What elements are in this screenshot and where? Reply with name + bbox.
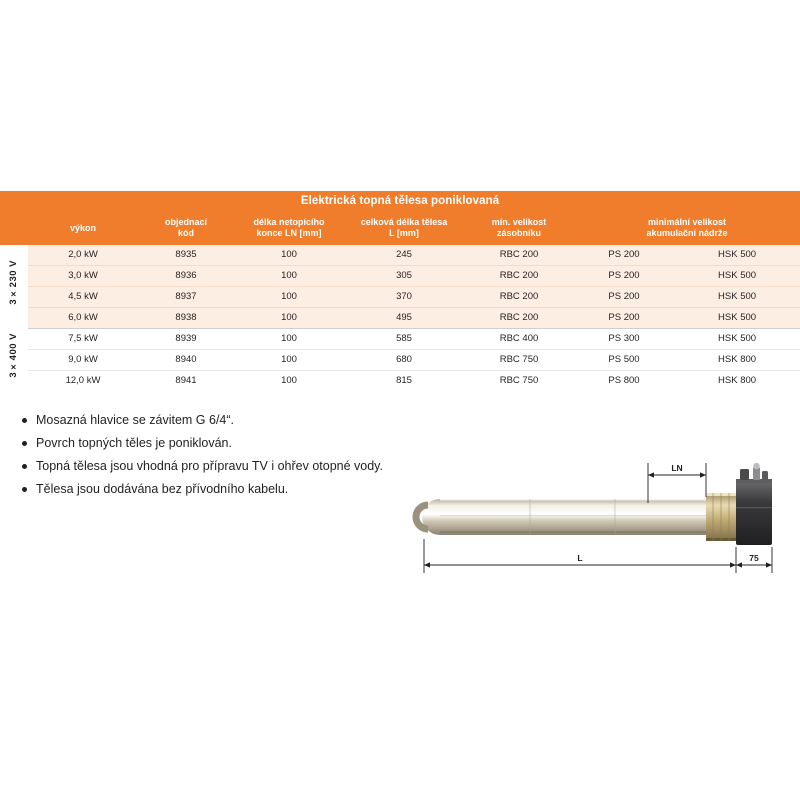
table-row (0, 266, 800, 287)
cell-hsk: HSK 800 (674, 371, 800, 392)
cell-ln: 100 (234, 371, 344, 392)
note-text: Topná tělesa jsou vhodná pro přípravu TV i ohřev otopné vody. (36, 459, 383, 473)
header-voltage-spacer (0, 211, 28, 245)
cell-power: 9,0 kW (28, 350, 138, 371)
list-item (22, 435, 502, 452)
cell-ln: 100 (234, 266, 344, 287)
cell-l: 370 (344, 287, 464, 308)
table-row (0, 371, 800, 392)
product-illustration (410, 455, 780, 595)
header-col-3 (344, 211, 464, 245)
header-col-4-line1: mín. velikost (491, 217, 547, 227)
bullet-icon (22, 487, 27, 492)
spec-table-container (0, 191, 800, 391)
header-col-1-line1: objednací (164, 217, 207, 227)
cell-power: 3,0 kW (28, 266, 138, 287)
header-col-0 (28, 211, 138, 245)
header-col-5-line2: akumulační nádrže (646, 228, 728, 238)
voltage-label-230 (0, 245, 28, 329)
table-title: Elektrická topná tělesa poniklovaná (0, 191, 800, 211)
cell-ps: PS 300 (574, 329, 674, 350)
cell-power: 12,0 kW (28, 371, 138, 392)
cell-ps: PS 800 (574, 371, 674, 392)
header-col-4 (464, 211, 574, 245)
cell-tank: RBC 200 (464, 308, 574, 329)
table-row (0, 350, 800, 371)
cell-hsk: HSK 500 (674, 266, 800, 287)
cell-l: 495 (344, 308, 464, 329)
header-col-0-line1: výkon (69, 222, 96, 233)
brass-fitting (706, 493, 736, 541)
table-header-row (0, 211, 800, 245)
cell-ps: PS 200 (574, 287, 674, 308)
table-title-row (0, 191, 800, 211)
heating-element-tube (416, 499, 710, 535)
cell-tank: RBC 400 (464, 329, 574, 350)
cell-code: 8936 (138, 266, 234, 287)
list-item (22, 412, 502, 429)
table-row (0, 308, 800, 329)
cell-ps: PS 500 (574, 350, 674, 371)
cell-hsk: HSK 500 (674, 245, 800, 266)
cell-tank: RBC 200 (464, 266, 574, 287)
cell-ln: 100 (234, 308, 344, 329)
cell-hsk: HSK 500 (674, 287, 800, 308)
cell-ln: 100 (234, 350, 344, 371)
cell-code: 8935 (138, 245, 234, 266)
terminal-head (736, 463, 772, 545)
header-col-3-line1: celková délka tělesa (360, 217, 448, 227)
header-col-4-line2: zásobníku (496, 228, 541, 238)
header-col-2-line1: délka netopícího (253, 217, 325, 227)
cell-code: 8941 (138, 371, 234, 392)
voltage-label-230-text: 3×230 V (8, 260, 19, 306)
table-row (0, 245, 800, 266)
cell-tank: RBC 200 (464, 287, 574, 308)
table-row (0, 329, 800, 350)
cell-ps: PS 200 (574, 266, 674, 287)
cell-l: 680 (344, 350, 464, 371)
cell-code: 8938 (138, 308, 234, 329)
header-col-5 (574, 211, 800, 245)
cell-l: 815 (344, 371, 464, 392)
cell-code: 8940 (138, 350, 234, 371)
cell-l: 305 (344, 266, 464, 287)
header-col-5-line1: minimální velikost (648, 217, 727, 227)
cell-hsk: HSK 800 (674, 350, 800, 371)
cell-code: 8937 (138, 287, 234, 308)
cell-ps: PS 200 (574, 245, 674, 266)
header-col-1-line2: kód (177, 228, 194, 238)
dimension-ln-label: LN (671, 463, 683, 473)
cell-ln: 100 (234, 287, 344, 308)
table-row (0, 287, 800, 308)
cell-l: 245 (344, 245, 464, 266)
cell-power: 4,5 kW (28, 287, 138, 308)
note-text: Povrch topných těles je poniklován. (36, 436, 232, 450)
header-col-3-line2: L [mm] (389, 228, 419, 238)
bullet-icon (22, 441, 27, 446)
voltage-label-400 (0, 329, 28, 392)
cell-hsk: HSK 500 (674, 308, 800, 329)
note-text: Mosazná hlavice se závitem G 6/4“. (36, 413, 234, 427)
cell-l: 585 (344, 329, 464, 350)
header-col-2 (234, 211, 344, 245)
cell-tank: RBC 200 (464, 245, 574, 266)
dimension-l-label: L (577, 553, 583, 563)
cell-power: 2,0 kW (28, 245, 138, 266)
voltage-label-400-text: 3×400 V (8, 333, 19, 379)
cell-power: 7,5 kW (28, 329, 138, 350)
dimension-75-label: 75 (749, 553, 759, 563)
cell-ln: 100 (234, 245, 344, 266)
cell-ps: PS 200 (574, 308, 674, 329)
spec-table (0, 191, 800, 391)
cell-power: 6,0 kW (28, 308, 138, 329)
cell-tank: RBC 750 (464, 371, 574, 392)
bullet-icon (22, 464, 27, 469)
header-col-1 (138, 211, 234, 245)
note-text: Tělesa jsou dodávána bez přívodního kabelu. (36, 482, 289, 496)
header-col-2-line2: konce LN [mm] (256, 228, 322, 238)
cell-ln: 100 (234, 329, 344, 350)
cell-tank: RBC 750 (464, 350, 574, 371)
cell-code: 8939 (138, 329, 234, 350)
cell-hsk: HSK 500 (674, 329, 800, 350)
bullet-icon (22, 418, 27, 423)
